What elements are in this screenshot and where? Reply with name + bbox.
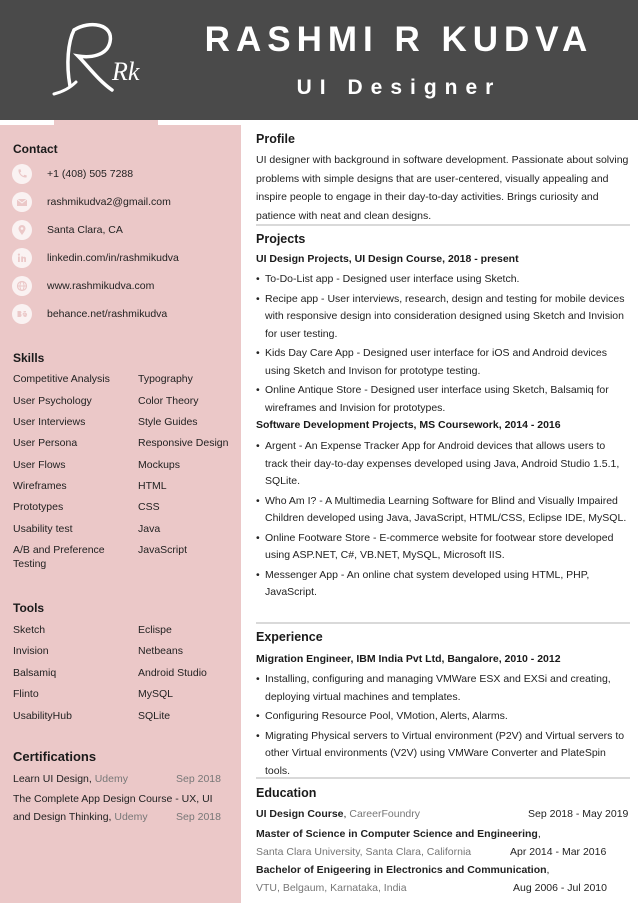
tool-item: MySQL xyxy=(138,688,174,700)
logo-letter: Rk xyxy=(112,57,140,86)
mail-icon xyxy=(12,192,32,212)
list-item: • Configuring Resource Pool, VMotion, Alerts, Alarms. xyxy=(256,708,630,726)
skill-item: HTML xyxy=(138,480,167,492)
list-item: • Online Footware Store - E-commerce website for footwear store developed using ASP.NET, C#, VB.NET, MySQL, Microsoft IIS. xyxy=(256,530,630,565)
cert-date: Sep 2018 xyxy=(176,773,221,785)
monogram-logo xyxy=(40,14,140,104)
school-name: VTU, Belgaum, Karnataka, India xyxy=(256,882,407,894)
skill-item: Wireframes xyxy=(13,480,67,492)
contact-behance[interactable] xyxy=(12,303,167,325)
contact-location xyxy=(12,219,123,241)
school-name: Santa Clara University, Santa Clara, California xyxy=(256,846,472,858)
cert-org: Udemy xyxy=(94,773,128,785)
skill-item: Responsive Design xyxy=(138,437,229,449)
linkedin-text: linkedin.com/in/rashmikudva xyxy=(47,252,179,264)
phone-icon xyxy=(12,164,32,184)
degree-sep: , xyxy=(343,808,350,820)
education-date: Apr 2014 - Mar 2016 xyxy=(510,846,607,858)
header-banner xyxy=(0,0,638,120)
behance-icon xyxy=(12,304,32,324)
job-title: UI Designer xyxy=(296,76,502,99)
tool-item: Flinto xyxy=(13,688,39,700)
skill-item: CSS xyxy=(138,501,160,513)
list-item: • Migrating Physical servers to Virtual environment (P2V) and Virtual servers to other Virtual environments (V2V) using VMWare Converter and PlateSpin tools. xyxy=(256,728,630,781)
experience-list xyxy=(256,671,630,782)
list-item: • Online Antique Store - Designed user interface using Sketch, Balsamiq for wireframes and Invision for prototypes. xyxy=(256,382,630,417)
skill-item: Prototypes xyxy=(13,501,64,513)
cert-title: Learn UI Design, xyxy=(13,773,92,785)
divider xyxy=(256,224,630,226)
candidate-name: RASHMI R KUDVA xyxy=(204,20,594,59)
skill-item: User Persona xyxy=(13,437,78,449)
degree-name: Master of Science in Computer Science and Engineering xyxy=(256,828,538,840)
skill-item: Java xyxy=(138,523,161,535)
skill-item: Typography xyxy=(138,373,193,385)
certifications-heading: Certifications xyxy=(13,749,97,764)
degree-sep: , xyxy=(537,828,541,840)
contact-heading: Contact xyxy=(13,142,58,156)
tool-item: Eclispe xyxy=(138,624,172,636)
education-item xyxy=(256,825,630,861)
education-heading: Education xyxy=(256,786,317,800)
projects-heading: Projects xyxy=(256,232,306,246)
tool-item: Invision xyxy=(13,645,49,657)
project-group-title: Software Development Projects, MS Coursework, 2014 - 2016 xyxy=(256,419,561,431)
skill-item: User Psychology xyxy=(13,395,92,407)
skill-item: Competitive Analysis xyxy=(13,373,110,385)
project-list xyxy=(256,271,630,419)
experience-heading: Experience xyxy=(256,630,323,644)
certification-item xyxy=(13,790,225,826)
tool-item: Sketch xyxy=(13,624,46,636)
cert-org: Udemy xyxy=(114,811,148,823)
school-name: CareerFoundry xyxy=(349,808,420,820)
skill-item: Usability test xyxy=(13,523,73,535)
linkedin-icon xyxy=(12,248,32,268)
contact-linkedin[interactable] xyxy=(12,247,179,269)
project-group-title: UI Design Projects, UI Design Course, 2018 - present xyxy=(256,253,519,265)
skill-item: User Interviews xyxy=(13,416,86,428)
education-item xyxy=(256,805,630,823)
location-icon xyxy=(12,220,32,240)
project-list xyxy=(256,438,630,604)
email-text: rashmikudva2@gmail.com xyxy=(47,196,171,208)
skill-item: A/B and Preference Testing xyxy=(13,544,105,570)
contact-phone[interactable] xyxy=(12,163,133,185)
degree-sep: , xyxy=(546,864,550,876)
education-item xyxy=(256,861,630,897)
skills-heading: Skills xyxy=(13,351,45,365)
contact-website[interactable] xyxy=(12,275,154,297)
list-item: • Messenger App - An online chat system developed using HTML, PHP, JavaScript. xyxy=(256,567,630,602)
certification-item xyxy=(13,770,225,788)
education-date: Aug 2006 - Jul 2010 xyxy=(513,882,607,894)
tool-item: UsabilityHub xyxy=(13,710,72,722)
list-item: • Who Am I? - A Multimedia Learning Software for Blind and Visually Impaired Children developed using Java, JavaScript, HTML/CSS, Eclipse IDE, MySQL. xyxy=(256,493,630,528)
globe-icon xyxy=(12,276,32,296)
education-date: Sep 2018 - May 2019 xyxy=(528,808,629,820)
tool-item: Netbeans xyxy=(138,645,183,657)
profile-text: UI designer with background in software development. Passionate about solving problems with simple designs that are user-centered, visually appealing and inspire people to engage in their day-to-day activities. Brings curiosity and patience with neat and clean designs. xyxy=(256,154,629,222)
tools-heading: Tools xyxy=(13,601,45,615)
tool-item: Balsamiq xyxy=(13,667,57,679)
divider xyxy=(256,777,630,779)
divider xyxy=(256,622,630,624)
cert-date: Sep 2018 xyxy=(176,811,221,823)
tool-item: Android Studio xyxy=(138,667,207,679)
cert-title: The Complete App Design Course - UX, UI and Design Thinking, xyxy=(13,793,213,823)
list-item: • Recipe app - User interviews, research, design and testing for mobile devices with responsive design into consideration designed using Sketch and Invision for user testing. xyxy=(256,291,630,344)
skill-item: User Flows xyxy=(13,459,66,471)
degree-name: Bachelor of Enigeering in Electronics and Communication xyxy=(256,864,547,876)
skill-item: JavaScript xyxy=(138,544,188,556)
list-item: • Installing, configuring and managing VMWare ESX and EXSi and creating, deploying virtual machines and templates. xyxy=(256,671,630,706)
phone-text: +1 (408) 505 7288 xyxy=(47,168,134,180)
skill-item: Style Guides xyxy=(138,416,198,428)
tool-item: SQLite xyxy=(138,710,171,722)
degree-name: UI Design Course xyxy=(256,808,344,820)
location-text: Santa Clara, CA xyxy=(47,224,123,236)
skill-item: Color Theory xyxy=(138,395,199,407)
sidebar-tab xyxy=(54,120,158,125)
list-item: • To-Do-List app - Designed user interface using Sketch. xyxy=(256,271,630,289)
profile-heading: Profile xyxy=(256,132,295,146)
website-text: www.rashmikudva.com xyxy=(47,280,155,292)
contact-email[interactable] xyxy=(12,191,171,213)
skill-item: Mockups xyxy=(138,459,181,471)
list-item: • Argent - An Expense Tracker App for Android devices that allows users to track their day-to-day expenses developed using Java, Android Studio 1.5.1, SQLite. xyxy=(256,438,630,491)
experience-title: Migration Engineer, IBM India Pvt Ltd, Bangalore, 2010 - 2012 xyxy=(256,653,561,665)
list-item: • Kids Day Care App - Designed user interface for iOS and Android devices using Sketch and Invison for prototype testing. xyxy=(256,345,630,380)
behance-text: behance.net/rashmikudva xyxy=(47,308,168,320)
